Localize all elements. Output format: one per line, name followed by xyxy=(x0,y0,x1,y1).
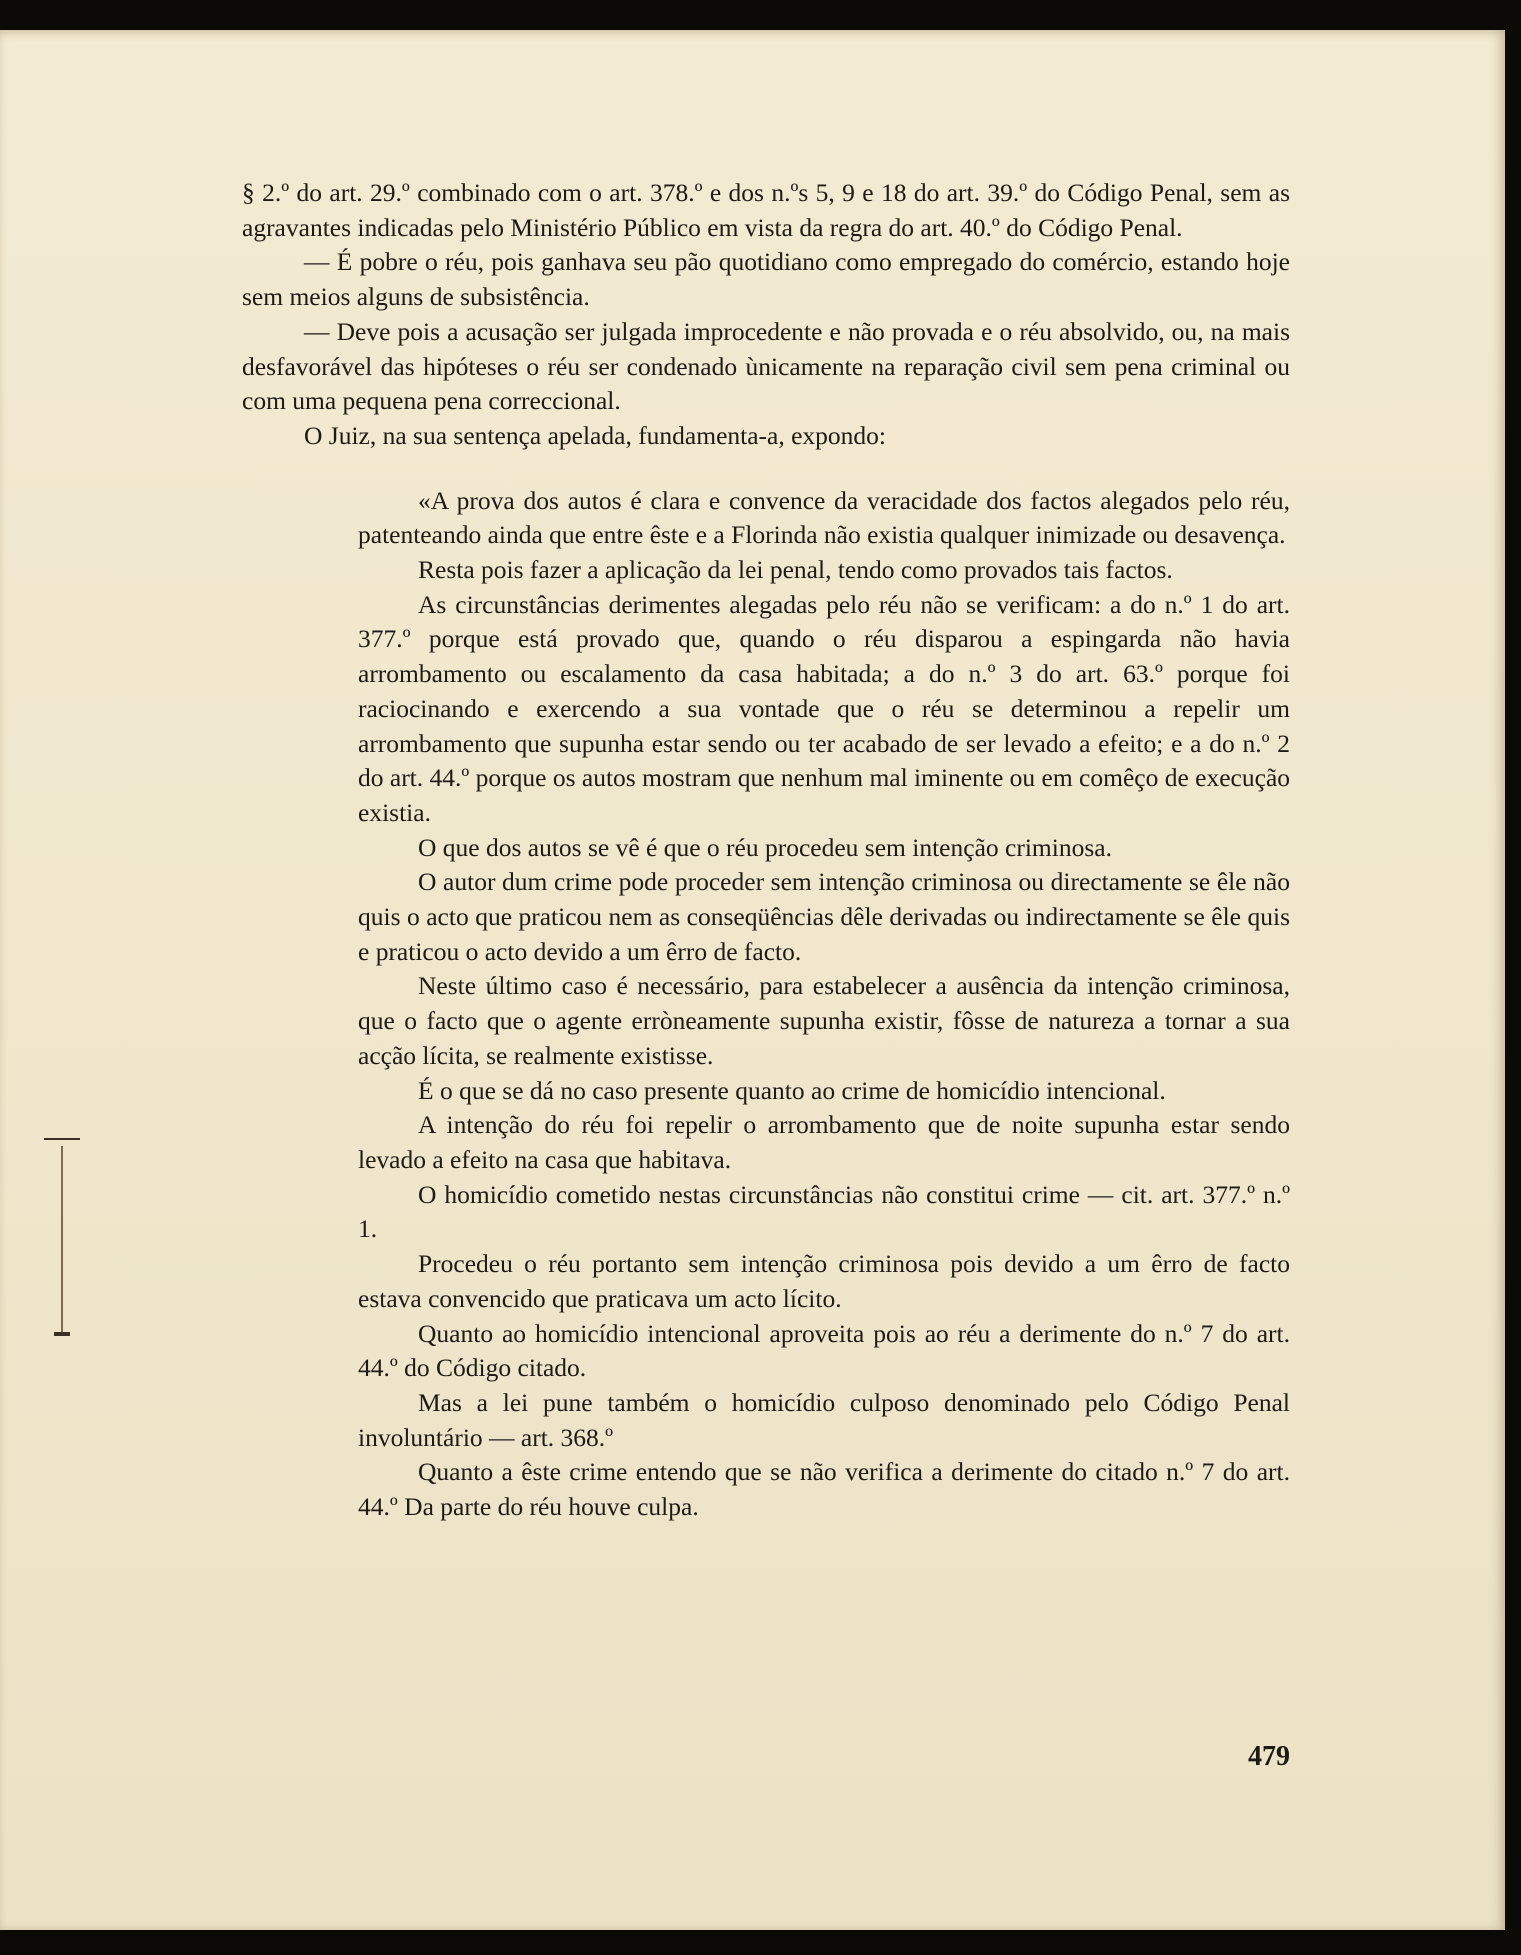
quote-paragraph: A intenção do réu foi repelir o arrombamento que de noite supunha estar sendo levado a efeito na casa que habitava. xyxy=(358,1110,1290,1174)
paragraph: — Deve pois a acusação ser julgada improcedente e não provada e o réu absolvido, ou, na mais desfavorável das hipóteses o réu ser condenado ùnicamente na reparação civil sem pena criminal ou com uma pequena pena correccional. xyxy=(242,316,1290,416)
main-text xyxy=(242,176,1290,1525)
page-number: 479 xyxy=(1248,1741,1290,1772)
quote-paragraph: O autor dum crime pode proceder sem intenção criminosa ou directamente se êle não quis o acto que praticou nem as conseqüências dêle derivadas ou indirectamente se êle quis e praticou o acto devido a um êrro de facto. xyxy=(358,867,1290,966)
quote-paragraph: Neste último caso é necessário, para estabelecer a ausência da intenção criminosa, que o facto que o agente erròneamente supunha existir, fôsse de natureza a tornar a sua acção lícita, se realmente existisse. xyxy=(358,971,1290,1070)
margin-bracket-mark xyxy=(58,1138,66,1338)
quote-paragraph: O que dos autos se vê é que o réu procedeu sem intenção criminosa. xyxy=(418,832,1112,862)
quote-paragraph: Mas a lei pune também o homicídio culposo denominado pelo Código Penal involuntário — art. 368.º xyxy=(358,1387,1290,1452)
quote-paragraph: Procedeu o réu portanto sem intenção criminosa pois devido a um êrro de facto estava convencido que praticava um acto lícito. xyxy=(358,1249,1290,1313)
quote-paragraph: Quanto ao homicídio intencional aproveita pois ao réu a derimente do n.º 7 do art. 44.º do Código citado. xyxy=(358,1318,1290,1383)
quote-paragraph: O homicídio cometido nestas circunstâncias não constitui crime — cit. art. 377.º n.º 1. xyxy=(358,1179,1290,1244)
paragraph: O Juiz, na sua sentença apelada, fundamenta-a, expondo: xyxy=(304,420,887,450)
quote-paragraph: «A prova dos autos é clara e convence da veracidade dos factos alegados pelo réu, patenteando ainda que entre êste e a Florinda não existia qualquer inimizade ou desavença. xyxy=(358,485,1290,550)
paragraph: § 2.º do art. 29.º combinado com o art. 378.º e dos n.ºs 5, 9 e 18 do art. 39.º do Código Penal, sem as agravantes indicadas pelo Ministério Público em vista da regra do art. 40.º do Código Penal. xyxy=(242,178,1290,242)
quote-paragraph: Resta pois fazer a aplicação da lei penal, tendo como provados tais factos. xyxy=(418,555,1173,585)
paragraph: — É pobre o réu, pois ganhava seu pão quotidiano como empregado do comércio, estando hoje sem meios alguns de subsistência. xyxy=(242,247,1290,312)
bracket-bottom xyxy=(54,1332,70,1336)
bracket-stem xyxy=(61,1146,63,1332)
quote-paragraph: Quanto a êste crime entendo que se não verifica a derimente do citado n.º 7 do art. 44.º Da parte do réu houve culpa. xyxy=(358,1457,1290,1522)
quote-paragraph: As circunstâncias derimentes alegadas pelo réu não se verificam: a do n.º 1 do art. 377.º porque está provado que, quando o réu disparou a espingarda não havia arrombamento ou escalamento da casa habitada; a do n.º 3 do art. 63.º porque foi raciocinando e exercendo a sua vontade que o réu se determinou a repelir um arrombamento que supunha estar sendo ou ter acabado de ser levado a efeito; e a do n.º 2 do art. 44.º porque os autos mostram que nenhum mal iminente ou em comêço de execução existia. xyxy=(358,589,1291,827)
bracket-top xyxy=(44,1138,80,1140)
quoted-sentence xyxy=(358,484,1290,1525)
quote-paragraph: É o que se dá no caso presente quanto ao crime de homicídio intencional. xyxy=(418,1075,1166,1105)
